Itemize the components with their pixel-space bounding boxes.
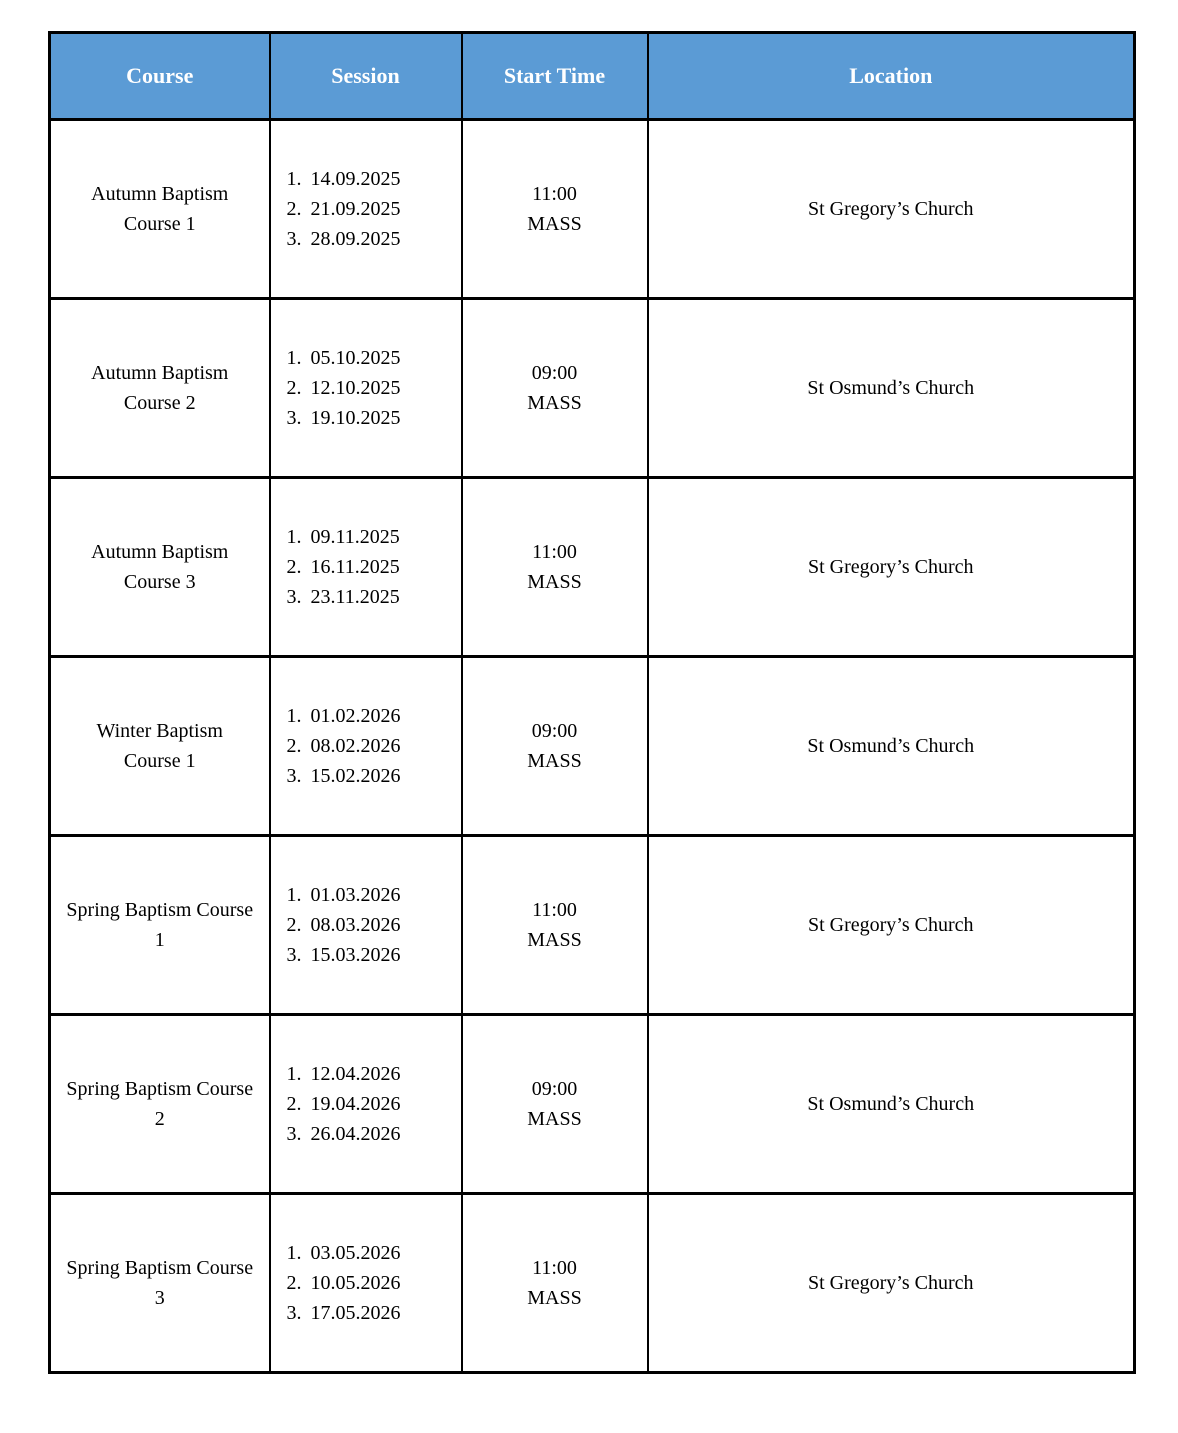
session-cell	[270, 1194, 462, 1373]
session-date-list	[271, 880, 461, 970]
session-date: 2. 08.03.2026	[307, 910, 461, 940]
session-date: 1. 01.03.2026	[307, 880, 461, 910]
session-date-list	[271, 1059, 461, 1149]
start-time-cell	[462, 478, 648, 657]
course-cell	[50, 657, 270, 836]
session-cell	[270, 299, 462, 478]
session-cell	[270, 1015, 462, 1194]
location-cell: St Osmund’s Church	[648, 1015, 1135, 1194]
course-name-line: Course 2	[123, 392, 196, 414]
location-cell: St Gregory’s Church	[648, 478, 1135, 657]
session-date: 2. 19.04.2026	[307, 1089, 461, 1119]
session-date: 3. 15.02.2026	[307, 761, 461, 791]
session-cell	[270, 120, 462, 299]
course-name-line: 3	[154, 1287, 165, 1309]
service-label: MASS	[527, 750, 582, 772]
start-time-value: 09:00	[531, 362, 578, 384]
course-name-line: Spring Baptism Course	[66, 1078, 254, 1100]
table-header-row	[50, 33, 1135, 120]
course-name-line: Course 1	[123, 750, 196, 772]
session-date-list	[271, 343, 461, 433]
table-row	[50, 1194, 1135, 1373]
table-row	[50, 299, 1135, 478]
header-cell-session: Session	[270, 33, 462, 120]
course-name-line: Autumn Baptism	[91, 183, 229, 205]
session-date: 3. 19.10.2025	[307, 403, 461, 433]
course-name-line: 1	[154, 929, 165, 951]
session-date: 1. 14.09.2025	[307, 164, 461, 194]
session-cell	[270, 836, 462, 1015]
course-table-body	[50, 120, 1135, 1373]
session-date: 1. 12.04.2026	[307, 1059, 461, 1089]
header-cell-location: Location	[648, 33, 1135, 120]
course-name-line: Autumn Baptism	[91, 541, 229, 563]
service-label: MASS	[527, 571, 582, 593]
baptism-schedule-table	[48, 31, 1136, 1374]
session-date: 1. 05.10.2025	[307, 343, 461, 373]
location-cell: St Gregory’s Church	[648, 1194, 1135, 1373]
session-date: 3. 15.03.2026	[307, 940, 461, 970]
course-cell	[50, 299, 270, 478]
course-name-line: Winter Baptism	[96, 720, 223, 742]
session-cell	[270, 657, 462, 836]
header-cell-course: Course	[50, 33, 270, 120]
start-time-value: 11:00	[532, 899, 577, 921]
course-cell	[50, 478, 270, 657]
service-label: MASS	[527, 1287, 582, 1309]
course-name-line: Course 3	[123, 571, 196, 593]
course-name-line: Course 1	[123, 213, 196, 235]
course-cell	[50, 1015, 270, 1194]
session-date: 3. 23.11.2025	[307, 582, 461, 612]
session-date-list	[271, 164, 461, 254]
start-time-value: 11:00	[532, 541, 577, 563]
session-date: 2. 16.11.2025	[307, 552, 461, 582]
table-row	[50, 1015, 1135, 1194]
start-time-cell	[462, 120, 648, 299]
session-date: 3. 28.09.2025	[307, 224, 461, 254]
service-label: MASS	[527, 213, 582, 235]
table-row	[50, 836, 1135, 1015]
location-cell: St Gregory’s Church	[648, 836, 1135, 1015]
start-time-value: 11:00	[532, 183, 577, 205]
course-cell	[50, 120, 270, 299]
session-date: 3. 17.05.2026	[307, 1298, 461, 1328]
start-time-cell	[462, 1015, 648, 1194]
start-time-value: 09:00	[531, 720, 578, 742]
start-time-value: 09:00	[531, 1078, 578, 1100]
session-date: 3. 26.04.2026	[307, 1119, 461, 1149]
service-label: MASS	[527, 929, 582, 951]
course-name-line: Spring Baptism Course	[66, 899, 254, 921]
location-cell: St Osmund’s Church	[648, 657, 1135, 836]
start-time-cell	[462, 836, 648, 1015]
course-name-line: 2	[154, 1108, 165, 1130]
session-date: 2. 08.02.2026	[307, 731, 461, 761]
session-date-list	[271, 522, 461, 612]
service-label: MASS	[527, 1108, 582, 1130]
header-cell-start-time: Start Time	[462, 33, 648, 120]
session-cell	[270, 478, 462, 657]
location-cell: St Gregory’s Church	[648, 120, 1135, 299]
start-time-cell	[462, 1194, 648, 1373]
course-cell	[50, 1194, 270, 1373]
session-date-list	[271, 701, 461, 791]
location-cell: St Osmund’s Church	[648, 299, 1135, 478]
course-name-line: Autumn Baptism	[91, 362, 229, 384]
session-date: 2. 10.05.2026	[307, 1268, 461, 1298]
course-name-line: Spring Baptism Course	[66, 1257, 254, 1279]
start-time-cell	[462, 657, 648, 836]
start-time-cell	[462, 299, 648, 478]
start-time-value: 11:00	[532, 1257, 577, 1279]
session-date: 1. 09.11.2025	[307, 522, 461, 552]
table-row	[50, 478, 1135, 657]
session-date: 1. 01.02.2026	[307, 701, 461, 731]
table-row	[50, 120, 1135, 299]
table-row	[50, 657, 1135, 836]
session-date: 2. 12.10.2025	[307, 373, 461, 403]
course-cell	[50, 836, 270, 1015]
session-date: 1. 03.05.2026	[307, 1238, 461, 1268]
service-label: MASS	[527, 392, 582, 414]
session-date-list	[271, 1238, 461, 1328]
session-date: 2. 21.09.2025	[307, 194, 461, 224]
